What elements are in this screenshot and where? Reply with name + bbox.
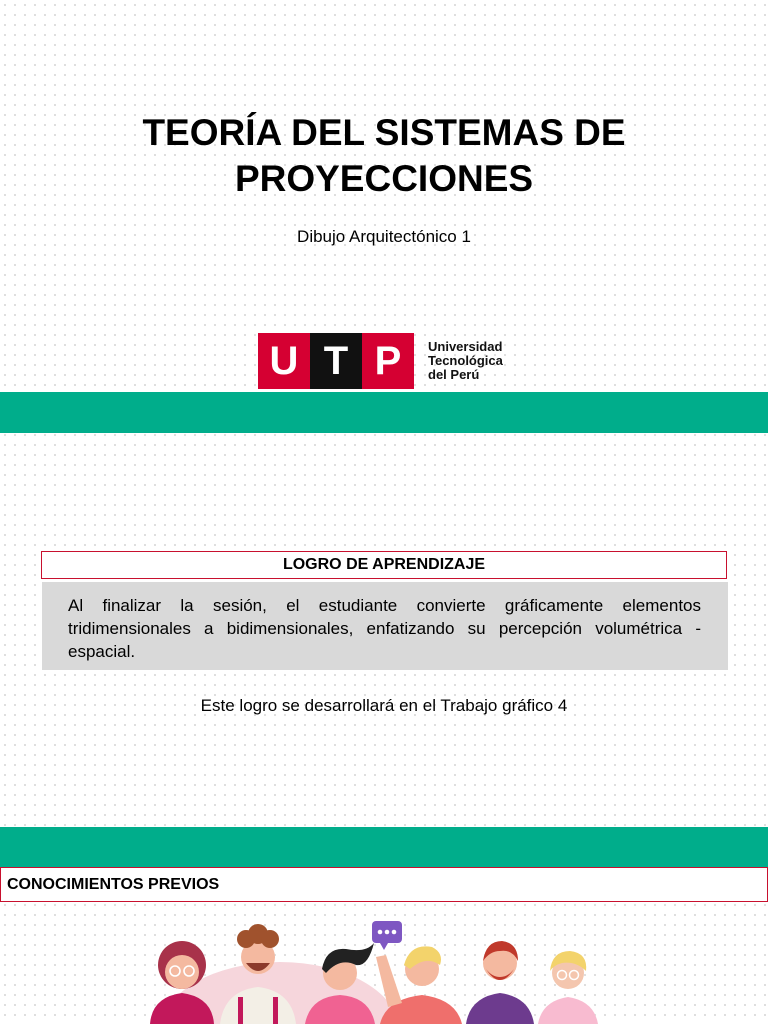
- learning-outcome-slide: [0, 433, 768, 827]
- course-subtitle: Dibujo Arquitectónico 1: [297, 227, 471, 246]
- logo-name-line: Universidad: [428, 339, 503, 354]
- page-title: [0, 110, 768, 202]
- title-slide: [0, 0, 768, 392]
- person-bearded-man: [466, 941, 534, 1024]
- prior-knowledge-heading: CONOCIMIENTOS PREVIOS: [0, 867, 768, 902]
- logo-name-line: del Perú: [428, 367, 480, 382]
- logo-university-name: [428, 340, 503, 382]
- people-illustration: [140, 917, 610, 1024]
- logo-letter-p: P: [362, 333, 414, 389]
- logo-letter-t: T: [310, 333, 362, 389]
- utp-logo: [258, 333, 503, 389]
- slide-separator-band: [0, 827, 768, 867]
- title-line-1: TEORÍA DEL SISTEMAS DE: [142, 112, 626, 153]
- chat-bubble-icon: [372, 921, 402, 950]
- learning-outcome-text: Al finalizar la sesión, el estudiante convierte gráficamente elementos tridimensionales a bidimensionales, enfatizando su percepción volumétrica - espacial.: [42, 582, 728, 670]
- logo-letter-u: U: [258, 333, 310, 389]
- person-blonde-glasses: [538, 951, 598, 1024]
- slide-separator-band: [0, 392, 768, 433]
- prior-knowledge-slide: [0, 867, 768, 1024]
- logo-name-line: Tecnológica: [428, 353, 503, 368]
- title-line-2: PROYECCIONES: [234, 158, 534, 199]
- learning-outcome-heading: LOGRO DE APRENDIZAJE: [41, 551, 727, 579]
- learning-outcome-note: Este logro se desarrollará en el Trabajo gráfico 4: [200, 696, 568, 715]
